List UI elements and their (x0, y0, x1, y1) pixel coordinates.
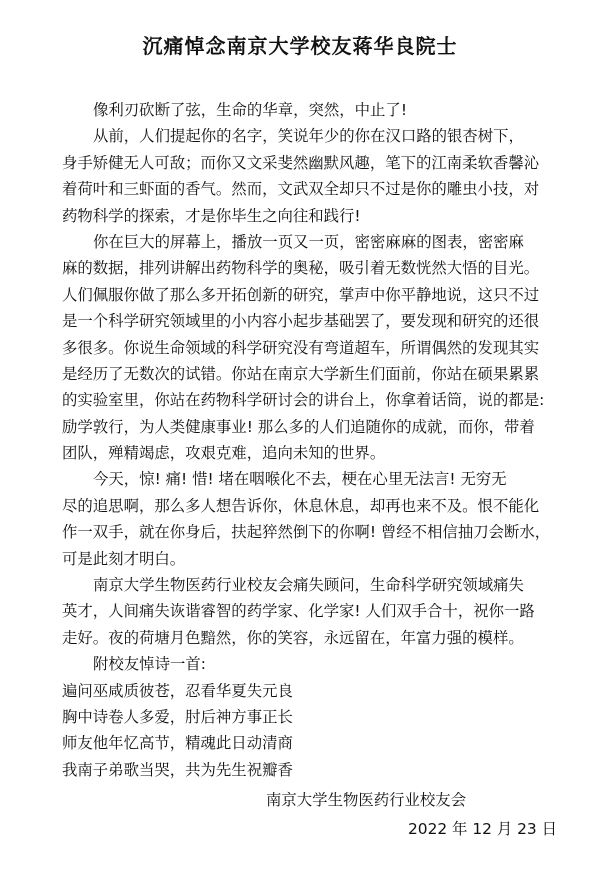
signature: 南京大学生物医药行业校友会 (266, 791, 467, 809)
paragraph-line: 走好。夜的荷塘月色黯然，你的笑容，永远留在，年富力强的模样。 (62, 628, 524, 647)
poem-line: 师友他年忆高节，精魂此日动清商 (62, 734, 293, 753)
paragraph-line: 多很多。你说生命领域的科学研究没有弯道超车，所谓偶然的发现其实 (62, 338, 540, 357)
paragraph-line: 药物科学的探索，才是你毕生之向往和践行! (62, 206, 361, 225)
document-body (62, 97, 576, 783)
paragraph-line: 像利刃砍断了弦，生命的华章，突然，中止了! (93, 101, 407, 119)
poem-line: 胸中诗卷人多爱，肘后神方事正长 (62, 707, 293, 726)
paragraph-line: 人们佩服你做了那么多开拓创新的研究，掌声中你平静地说，这只不过 (62, 285, 540, 304)
paragraph-line: 作一双手，就在你身后，扶起猝然倒下的你啊! 曾经不相信抽刀会断水， (62, 523, 551, 542)
poem-line: 我南子弟歌当哭，共为先生祝瓣香 (62, 760, 293, 779)
poem-intro: 附校友悼诗一首: (93, 655, 206, 674)
paragraph-line: 团队，殚精竭虑，攻艰克难，追向未知的世界。 (62, 444, 386, 463)
paragraph-line: 是一个科学研究领域里的小内容小起步基础罢了，要发现和研究的还很 (62, 312, 540, 331)
document-title: 沉痛悼念南京大学校友蒋华良院士 (142, 34, 458, 58)
paragraph-line: 励学敦行，为人类健康事业! 那么多的人们追随你的成就，而你，带着 (62, 417, 535, 436)
paragraph-line: 今天，惊! 痛! 惜! 堵在咽喉化不去，梗在心里无法言! 无穷无 (93, 470, 507, 489)
paragraph-line: 南京大学生物医药行业校友会痛失顾问，生命科学研究领域痛失 (93, 576, 524, 595)
paragraph-line: 身手矫健无人可敌；而你又文采斐然幽默风趣，笔下的江南柔软香馨沁 (62, 153, 540, 172)
paragraph-line: 英才，人间痛失诙谐睿智的药学家、化学家! 人们双手合十，祝你一路 (62, 602, 535, 621)
paragraph-line: 你在巨大的屏幕上，播放一页又一页，密密麻麻的图表，密密麻 (93, 232, 524, 251)
paragraph-line: 可是此刻才明白。 (62, 549, 186, 568)
paragraph-line: 麻的数据，排列讲解出药物科学的奥秘，吸引着无数恍然大悟的目光。 (62, 259, 540, 278)
paragraph-line: 从前，人们提起你的名字，笑说年少的你在汉口路的银杏树下， (93, 127, 524, 146)
paragraph-line: 尽的追思啊，那么多人想告诉你，休息休息，却再也来不及。恨不能化 (62, 496, 540, 515)
date: 2022 年 12 月 23 日 (408, 820, 557, 838)
paragraph-line: 着荷叶和三虾面的香气。然而，文武双全却只不过是你的雕虫小技，对 (62, 180, 540, 199)
paragraph-line: 的实验室里，你站在药物科学研讨会的讲台上，你拿着话筒，说的都是: (62, 391, 545, 410)
poem-line: 遍问巫咸质彼苍，忍看华夏失元良 (62, 681, 293, 700)
paragraph-line: 是经历了无数次的试错。你站在南京大学新生们面前，你站在硕果累累 (62, 364, 540, 383)
